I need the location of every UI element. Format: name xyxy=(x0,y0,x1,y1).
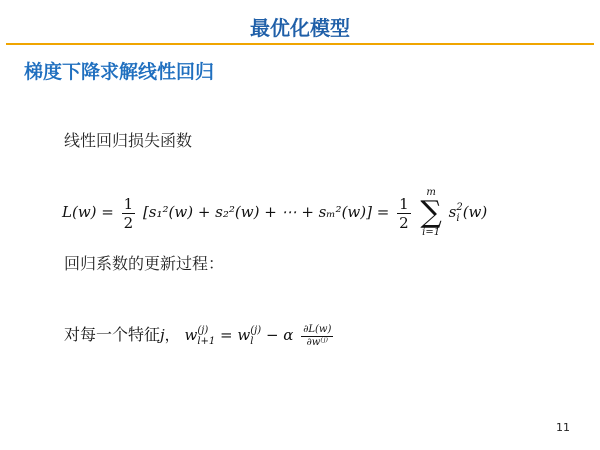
term-superscript: 2 xyxy=(456,202,463,213)
half-denominator: 2 xyxy=(123,213,134,232)
gradient-numerator: ∂L(w) xyxy=(303,323,332,335)
sum-upper-limit: m xyxy=(426,187,436,198)
slide-title: 最优化模型 xyxy=(250,16,350,40)
sum-term: s xyxy=(448,203,457,221)
weight-next-sub: l+1 xyxy=(197,336,216,347)
page-number: 11 xyxy=(556,421,570,434)
update-formula xyxy=(64,322,336,349)
loss-formula xyxy=(62,188,487,238)
update-comma: ， xyxy=(164,326,180,344)
update-prefix: 对每一个特征 xyxy=(64,325,161,344)
weight-current-sup: (j) xyxy=(250,325,262,336)
loss-bracket-sum: [s₁²(w) + s₂²(w) + ⋯ + sₘ²(w)] = xyxy=(142,203,390,221)
half-denominator-2: 2 xyxy=(399,213,409,232)
term-subscript: i xyxy=(456,213,460,224)
weight-current-indices xyxy=(250,325,261,347)
gradient-fraction xyxy=(301,324,333,349)
sum-term-tail: (w) xyxy=(462,203,488,221)
weight-next-sup: (j) xyxy=(197,325,209,336)
title-divider xyxy=(6,43,594,45)
feature-index: j xyxy=(160,326,165,344)
gradient-denominator: ∂w⁽ʲ⁾ xyxy=(301,336,333,349)
loss-lhs: L(w) = xyxy=(62,203,114,221)
weight-next: w xyxy=(184,326,198,344)
sum-lower-limit: i=1 xyxy=(422,227,441,238)
update-process-label: 回归系数的更新过程： xyxy=(64,254,225,273)
minus-alpha: − α xyxy=(265,326,294,344)
weight-current: w xyxy=(237,326,251,344)
section-heading: 梯度下降求解线性回归 xyxy=(24,61,215,83)
half-numerator: 1 xyxy=(123,194,134,213)
weight-next-indices xyxy=(197,325,215,347)
summation-symbol: m ∑ i=1 xyxy=(420,187,442,238)
weight-current-sub: l xyxy=(250,336,254,347)
loss-function-label: 线性回归损失函数 xyxy=(64,131,193,150)
half-fraction-2 xyxy=(397,195,411,232)
equals-sign: = xyxy=(220,326,233,344)
half-numerator-2: 1 xyxy=(399,194,409,213)
half-fraction xyxy=(122,195,136,232)
